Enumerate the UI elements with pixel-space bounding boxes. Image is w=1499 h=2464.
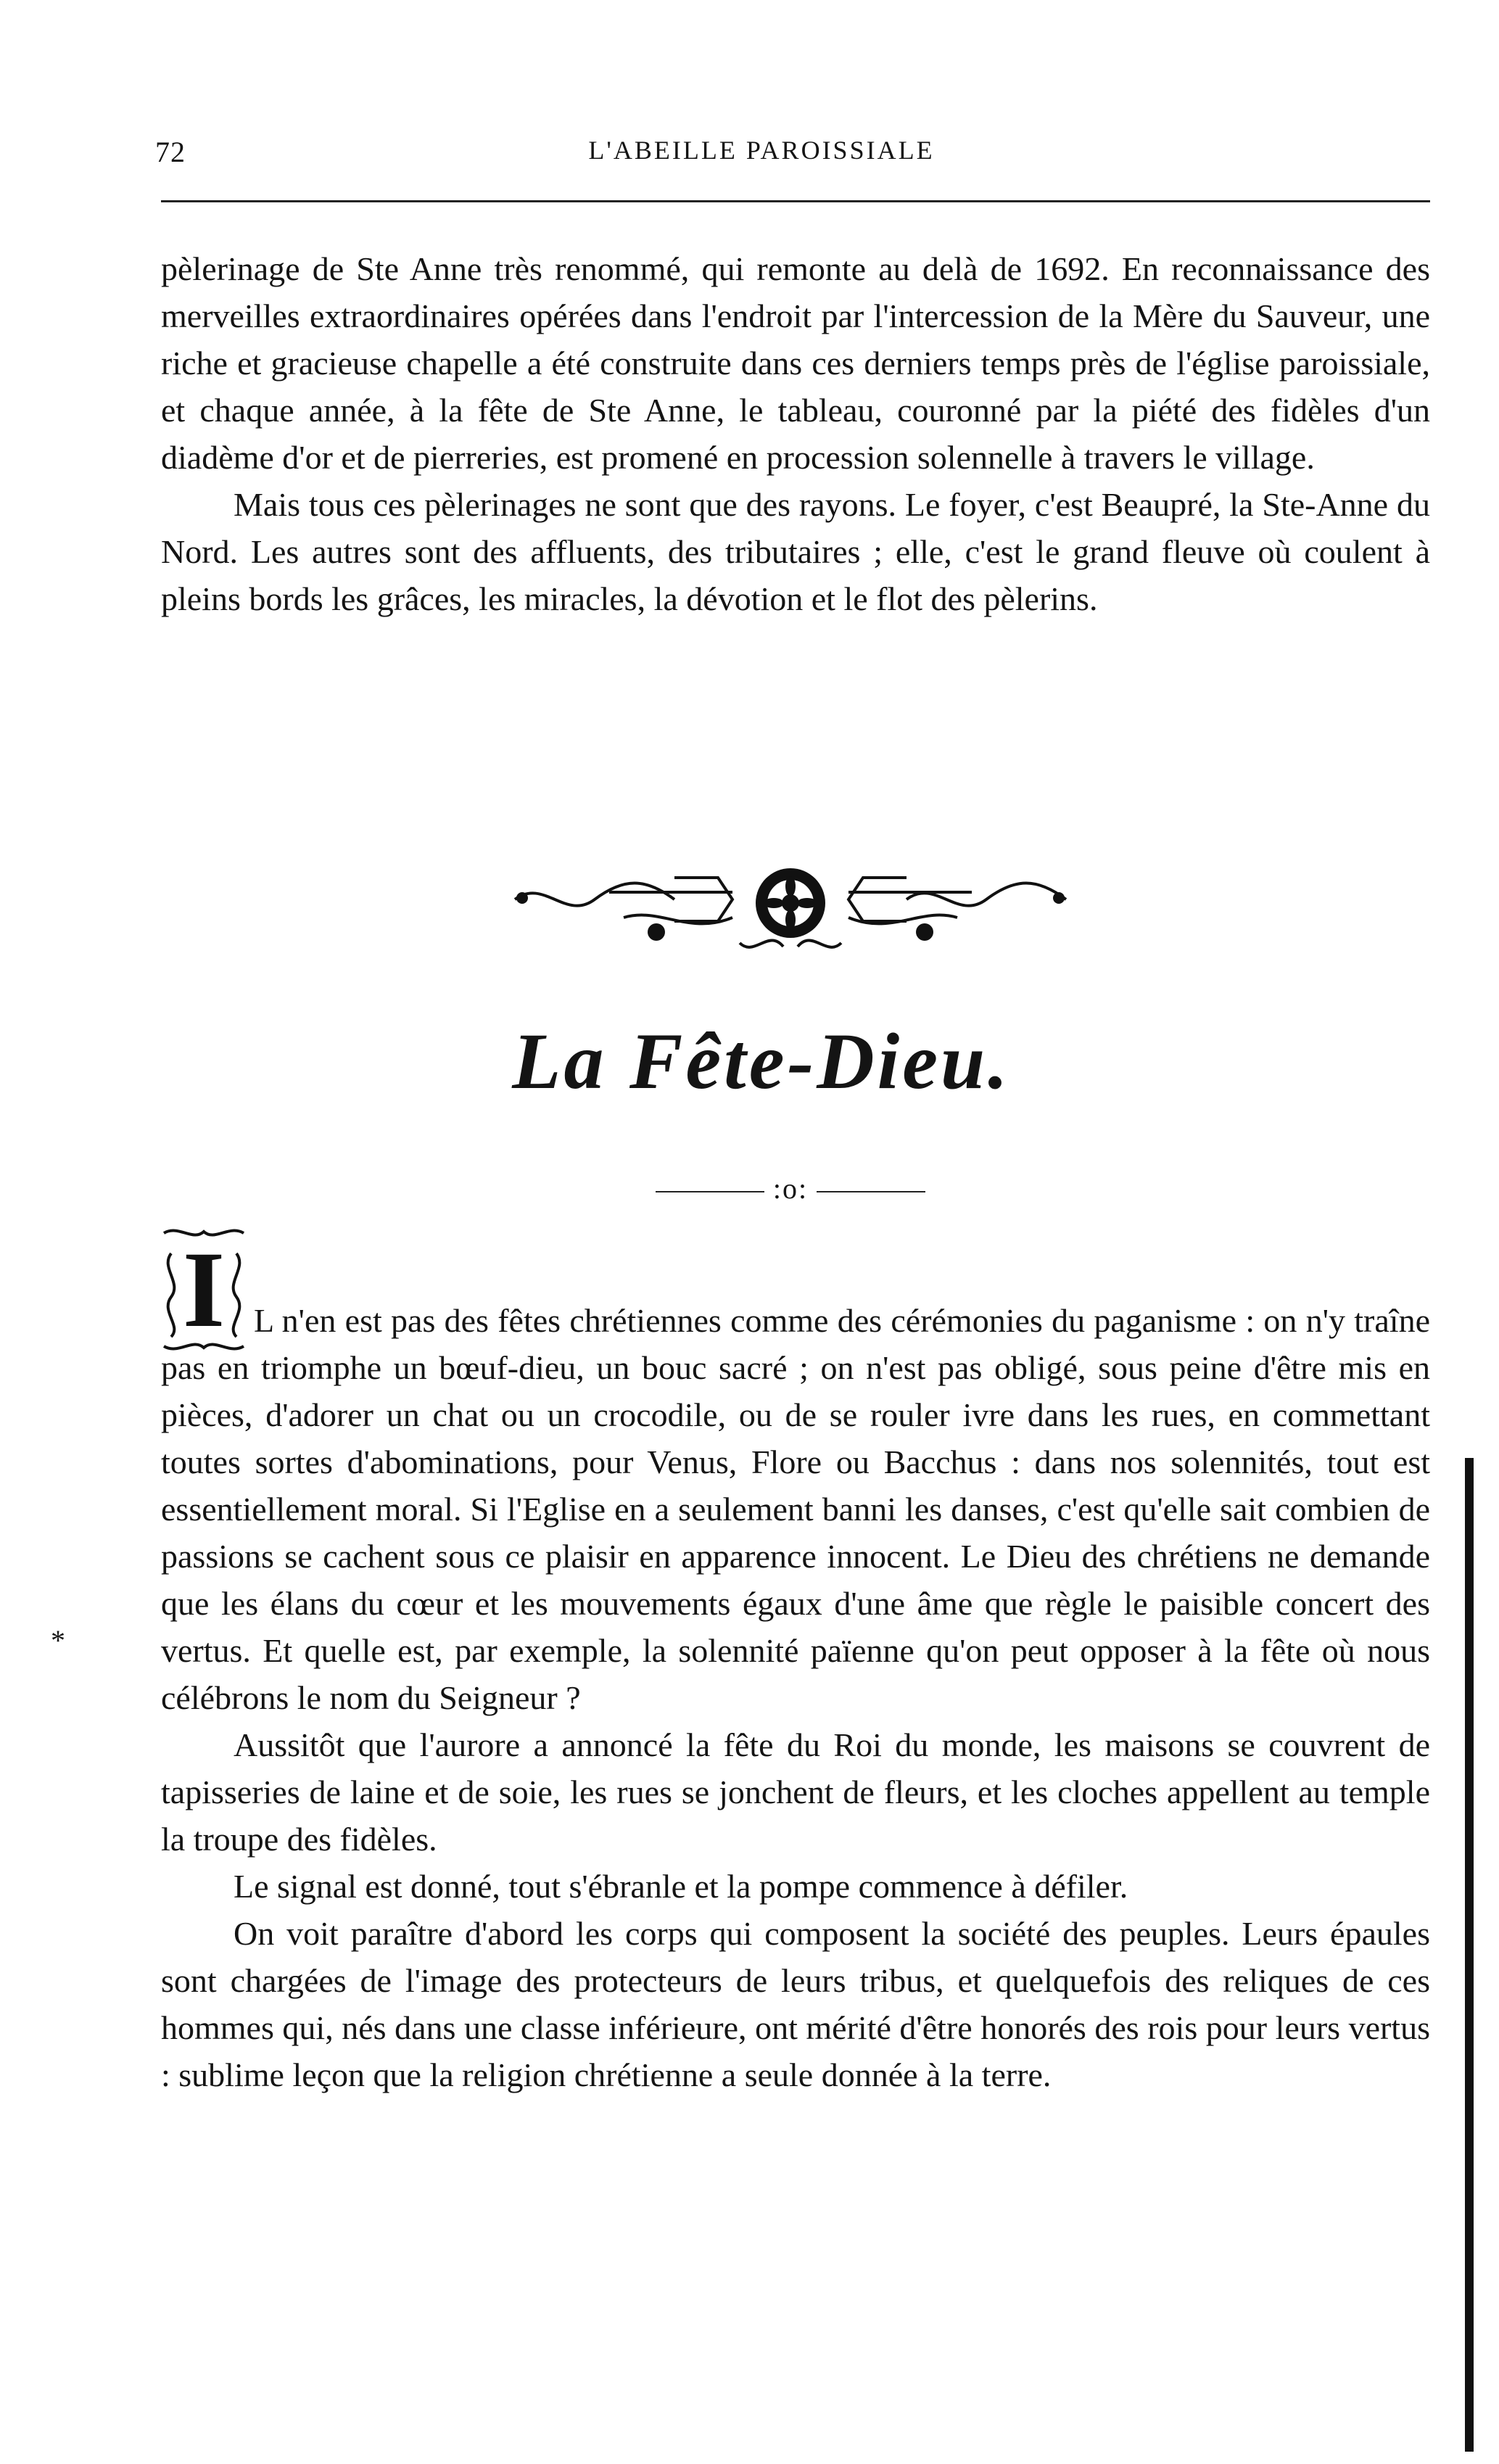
page-number: 72 bbox=[155, 136, 186, 168]
paragraph: pèlerinage de Ste Anne très renommé, qui remonte au delà de 1692. En reconnaissance des merveilles extraordinaires opérées dans l'endroit par l'intercession de la Mère du Sauveur, une riche et gracieuse chapelle a été construite dans ces derniers temps près de l'église paroissiale, et chaque année, à la fête de Ste Anne, le tableau, couronné par la piété des fidèles d'un diadème d'or et de pierreries, est promené en procession solennelle à travers le village. bbox=[161, 250, 1430, 476]
paragraph: Mais tous ces pèlerinages ne sont que des rayons. Le foyer, c'est Beaupré, la Ste-Anne du Nord. Les autres sont des affluents, des tributaires ; elle, c'est le grand fleuve où coulent à pleins bords les grâces, les miracles, la dévotion et le flot des pèlerins. bbox=[161, 486, 1430, 617]
page-edge-shadow bbox=[1465, 1458, 1474, 2452]
paragraph-text: L n'en est pas des fêtes chrétiennes comme des cérémonies du paganisme : on n'y traîne pas en triomphe un bœuf-dieu, un bouc sacré ; on n'est pas obligé, sous peine d'être mis en pièces, d'adorer un chat ou un crocodile, ou de se rouler ivre dans les rues, en commettant toutes sortes d'abominations, pour Venus, Flore ou Bacchus : dans nos solennités, tout est essentiellement moral. Si l'Eglise en a seulement banni les danses, c'est qu'elle sait combien de passions se cachent sous ce plaisir en apparence innocent. Le Dieu des chrétiens ne demande que les élans du cœur et les mouvements égaux d'une âme que règle le paisible concert des vertus. Et quelle est, par exemple, la solennité païenne qu'on peut opposer à la fête où nous célébrons le nom du Seigneur ? bbox=[161, 1302, 1430, 1716]
text-block-top bbox=[161, 245, 1430, 622]
paragraph: Le signal est donné, tout s'ébranle et la pompe commence à défiler. bbox=[234, 1868, 1128, 1905]
paragraph: On voit paraître d'abord les corps qui composent la société des peuples. Leurs épaules sont chargées de l'image des protecteurs de leurs tribus, et quelquefois des reliques de ces hommes qui, nés dans une classe inférieure, ont mérité d'être honorés des rois pour leurs vertus : sublime leçon que la religion chrétienne a seule donnée à la terre. bbox=[161, 1915, 1430, 2093]
margin-mark: * bbox=[51, 1624, 65, 1657]
header-rule bbox=[161, 200, 1430, 202]
running-title: L'ABEILLE PAROISSIALE bbox=[588, 136, 935, 165]
title-separator bbox=[653, 1171, 928, 1206]
decorative-ornament bbox=[500, 849, 1081, 965]
paragraph: Aussitôt que l'aurore a annoncé la fête du Roi du monde, les maisons se couvrent de tapisseries de laine et de soie, les rues se jonchent de fleurs, et les cloches appellent au temple la troupe des fidèles. bbox=[161, 1726, 1430, 1858]
section-title: La Fête-Dieu. bbox=[512, 1017, 1011, 1105]
separator-line bbox=[656, 1191, 764, 1192]
separator-line bbox=[817, 1191, 925, 1192]
paragraph bbox=[161, 1297, 1430, 1721]
drop-cap-letter: I bbox=[182, 1229, 226, 1350]
separator-mark: :o: bbox=[772, 1172, 809, 1205]
text-block-bottom bbox=[161, 1297, 1430, 2098]
